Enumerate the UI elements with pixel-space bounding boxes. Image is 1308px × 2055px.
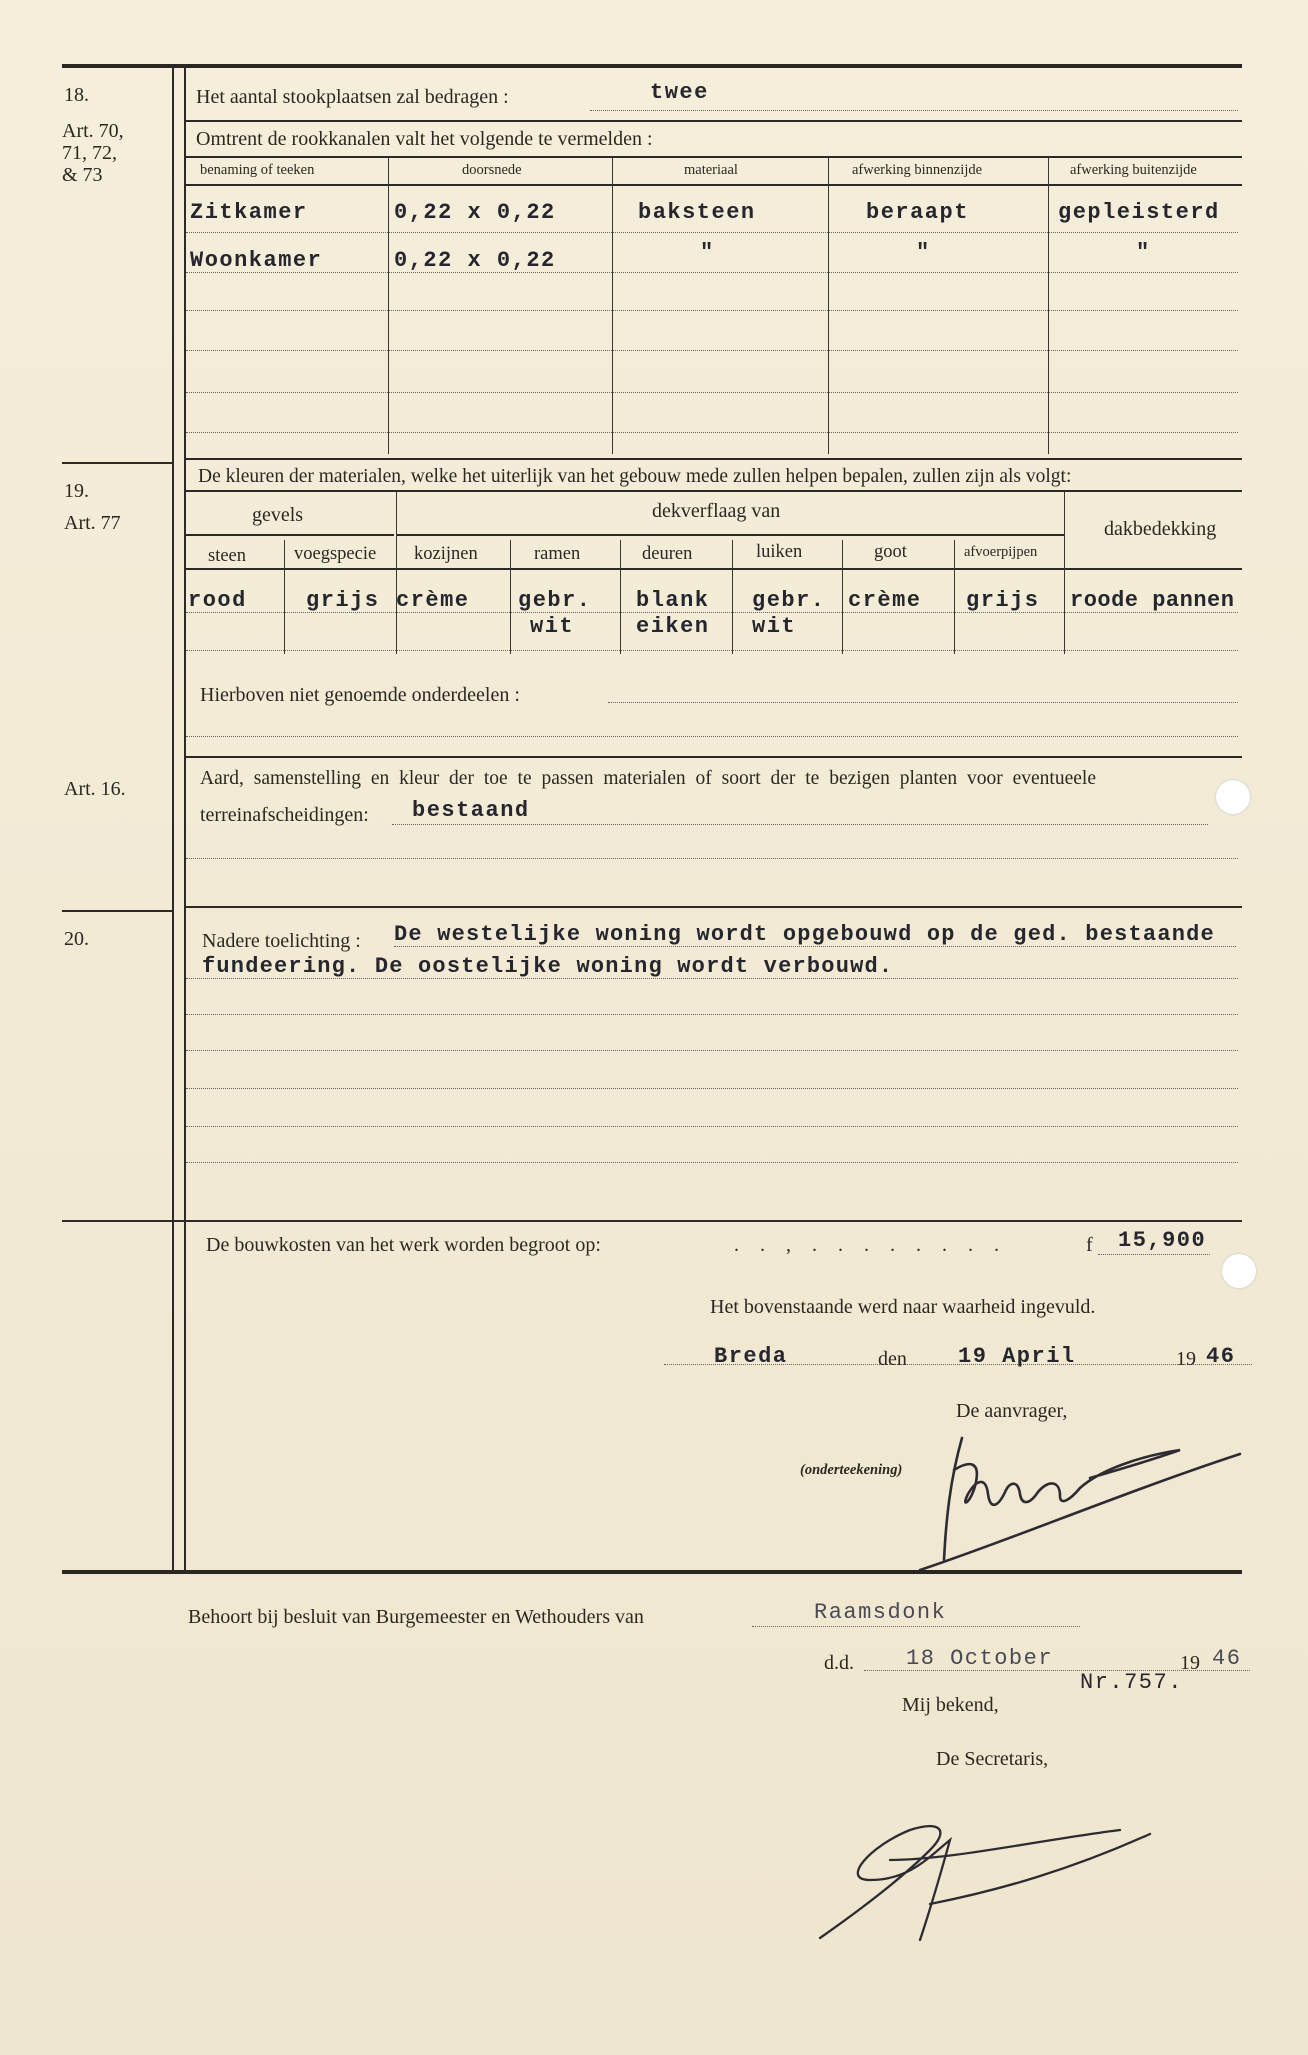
kleur-ramen-2: wit <box>530 614 575 639</box>
rookkanaal-name: Woonkamer <box>190 248 323 273</box>
col-header-doorsnede: doorsnede <box>462 162 522 178</box>
row-line <box>1098 1254 1210 1255</box>
secretaris-label: De Secretaris, <box>936 1748 1049 1770</box>
jaar-prefix: 19 <box>1176 1348 1196 1370</box>
row-line <box>186 392 1238 393</box>
rule <box>184 756 1242 758</box>
dakbedekking-header: dakbedekking <box>1104 518 1217 540</box>
rule <box>62 1220 1242 1222</box>
section-rule <box>62 910 172 912</box>
section-number-18: 18. <box>64 84 89 106</box>
col-sep <box>612 158 613 454</box>
col-afvoerpijpen: afvoerpijpen <box>964 544 1038 560</box>
kleur-deuren: blank <box>636 588 710 613</box>
rookkanaal-binnen: " <box>916 240 931 265</box>
besluit-gemeente: Raamsdonk <box>814 1600 947 1625</box>
rule <box>184 184 1242 186</box>
col-sep <box>732 540 733 654</box>
col-sep <box>1064 492 1065 654</box>
kleur-dakbedekking: roode pannen <box>1070 588 1235 613</box>
section-rule <box>62 462 172 464</box>
rookkanaal-buiten: " <box>1136 240 1151 265</box>
col-header-materiaal: materiaal <box>684 162 738 178</box>
row-line <box>186 432 1238 433</box>
niet-genoemd-label: Hierboven niet genoemde onderdeelen : <box>200 684 520 706</box>
besluit-nr: Nr.757. <box>1080 1670 1183 1695</box>
toelichting-line-1: De westelijke woning wordt opgebouwd op de ged. bestaande <box>394 922 1215 947</box>
besluit-jaar: 46 <box>1212 1646 1242 1671</box>
stookplaatsen-line <box>590 110 1238 111</box>
dekverflaag-header: dekverflaag van <box>652 500 781 522</box>
col-voegspecie: voegspecie <box>294 544 377 564</box>
punch-hole <box>1216 780 1250 814</box>
rookkanaal-materiaal: " <box>700 240 715 265</box>
bouwkosten-value: 15,900 <box>1118 1228 1207 1253</box>
jaar-value: 46 <box>1206 1344 1236 1369</box>
punch-hole <box>1222 1254 1256 1288</box>
row-line <box>186 232 1238 233</box>
row-line <box>186 1162 1238 1163</box>
rule <box>184 458 1242 460</box>
kleur-afvoerpijpen: grijs <box>966 588 1040 613</box>
row-line <box>608 702 1238 703</box>
secretaris-signature <box>800 1800 1180 1950</box>
row-line <box>394 946 1236 947</box>
top-rule <box>62 64 1242 68</box>
article-ref-16: Art. 16. <box>64 778 126 800</box>
rule <box>184 156 1242 158</box>
section-number-20: 20. <box>64 928 89 950</box>
row-line <box>186 978 1238 979</box>
kleur-luiken-2: wit <box>752 614 797 639</box>
gevels-header: gevels <box>252 504 304 526</box>
col-sep <box>284 540 285 654</box>
row-line <box>186 858 1238 859</box>
row-line <box>186 1014 1238 1015</box>
rookkanaal-doorsnede: 0,22 x 0,22 <box>394 248 556 273</box>
rule <box>184 120 1242 122</box>
bekend-label: Mij bekend, <box>902 1694 999 1716</box>
margin-rule <box>172 64 174 1574</box>
col-sep <box>828 158 829 454</box>
row-line <box>186 1088 1238 1089</box>
besluit-jaar-prefix: 19 <box>1180 1652 1200 1674</box>
kleur-luiken: gebr. <box>752 588 826 613</box>
kleuren-intro: De kleuren der materialen, welke het uiterlijk van het gebouw mede zullen helpen bepalen, zullen zijn als volgt: <box>198 466 1072 487</box>
datum-value: 19 April <box>958 1344 1076 1369</box>
col-deuren: deuren <box>642 544 693 564</box>
aanvrager-signature <box>910 1410 1260 1590</box>
article-ref-19: Art. 77 <box>64 512 121 534</box>
col-kozijnen: kozijnen <box>414 544 478 564</box>
col-sep <box>388 158 389 454</box>
terrein-value: bestaand <box>412 798 530 823</box>
margin-rule-inner <box>184 64 186 1574</box>
aanvrager-label: De aanvrager, <box>956 1400 1068 1422</box>
col-steen: steen <box>208 546 247 566</box>
article-ref-18: Art. 70, 71, 72, & 73 <box>62 120 124 186</box>
row-line <box>392 824 1208 825</box>
besluit-dd-label: d.d. <box>824 1652 854 1674</box>
row-line <box>186 736 1238 737</box>
bouwkosten-dots: . . , . . . . . . . . <box>734 1234 1007 1256</box>
col-ramen: ramen <box>534 544 581 564</box>
col-sep <box>842 540 843 654</box>
toelichting-label: Nadere toelichting : <box>202 930 361 952</box>
row-line <box>186 1050 1238 1051</box>
besluit-label: Behoort bij besluit van Burgemeester en Wethouders van <box>188 1606 644 1628</box>
rookkanaal-name: Zitkamer <box>190 200 308 225</box>
col-header-binnenzijde: afwerking binnenzijde <box>852 162 983 178</box>
rule <box>184 906 1242 908</box>
toelichting-line-2: fundeering. De oostelijke woning wordt verbouwd. <box>202 954 894 979</box>
row-line <box>186 612 1238 613</box>
col-sep <box>1048 158 1049 454</box>
den-label: den <box>878 1348 907 1370</box>
row-line <box>752 1626 1080 1627</box>
rookkanalen-label: Omtrent de rookkanalen valt het volgende te vermelden : <box>196 128 653 150</box>
col-luiken: luiken <box>756 542 803 562</box>
plaats-value: Breda <box>714 1344 788 1369</box>
col-sep <box>620 540 621 654</box>
row-line <box>186 272 1238 273</box>
bottom-rule <box>62 1570 1242 1574</box>
stookplaatsen-label: Het aantal stookplaatsen zal bedragen : <box>196 86 509 108</box>
kleur-goot: crème <box>848 588 922 613</box>
col-goot: goot <box>874 542 907 562</box>
kleur-deuren-2: eiken <box>636 614 710 639</box>
col-sep <box>510 540 511 654</box>
rule <box>184 534 394 536</box>
terrein-label-2: terreinafscheidingen: <box>200 804 369 826</box>
rookkanaal-buiten: gepleisterd <box>1058 200 1220 225</box>
kleur-ramen: gebr. <box>518 588 592 613</box>
onderteekening-label: (onderteekening) <box>800 1462 903 1478</box>
kleur-voegspecie: grijs <box>306 588 380 613</box>
rule <box>396 534 1064 536</box>
bouwkosten-label: De bouwkosten van het werk worden begroot op: <box>206 1234 601 1256</box>
bouwkosten-currency: f <box>1086 1234 1093 1256</box>
kleur-kozijnen: crème <box>396 588 470 613</box>
row-line <box>186 1126 1238 1127</box>
row-line <box>186 650 1238 651</box>
rookkanaal-binnen: beraapt <box>866 200 969 225</box>
rookkanaal-materiaal: baksteen <box>638 200 756 225</box>
section-number-19: 19. <box>64 480 89 502</box>
row-line <box>186 310 1238 311</box>
rule <box>184 568 1242 570</box>
col-header-benaming: benaming of teeken <box>200 162 315 178</box>
rule <box>184 490 1242 492</box>
col-header-buitenzijde: afwerking buitenzijde <box>1070 162 1197 178</box>
stookplaatsen-value: twee <box>650 80 709 105</box>
rookkanaal-doorsnede: 0,22 x 0,22 <box>394 200 556 225</box>
waarheid-label: Het bovenstaande werd naar waarheid ingevuld. <box>710 1296 1096 1318</box>
col-sep <box>954 540 955 654</box>
besluit-datum: 18 October <box>906 1646 1054 1671</box>
row-line <box>186 350 1238 351</box>
col-sep <box>396 492 397 654</box>
terrein-label: Aard, samenstelling en kleur der toe te passen materialen of soort der te bezigen planten voor eventueele <box>200 768 1096 789</box>
kleur-steen: rood <box>188 588 247 613</box>
